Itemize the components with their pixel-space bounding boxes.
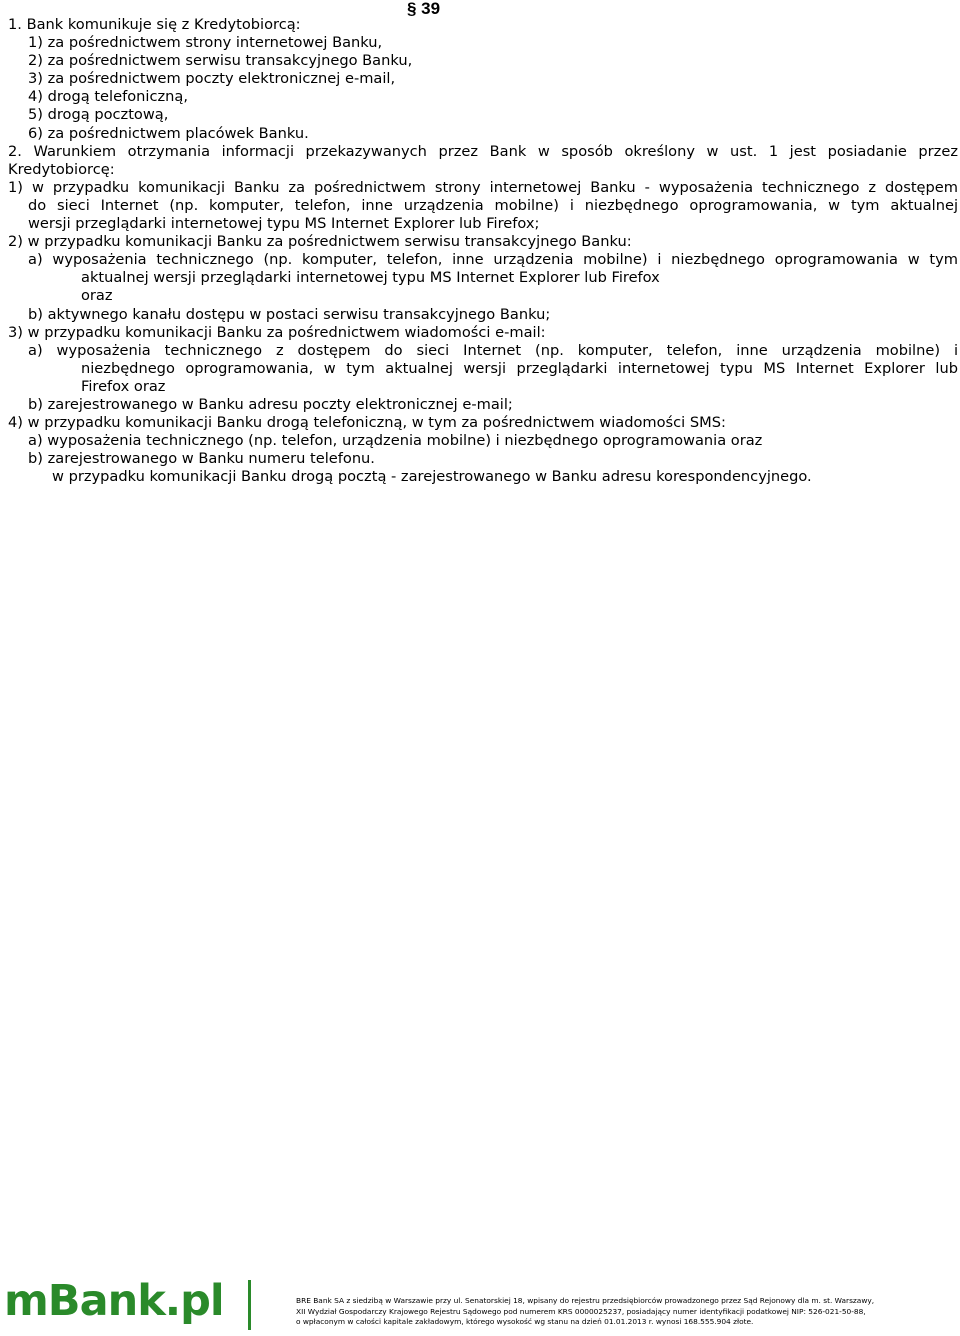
list-item: 1) w przypadku komunikacji Banku za pośrednictwem strony internetowej Banku - wyposażenia technicznego z dostępem (8, 178, 958, 196)
point-2-heading: 2. Warunkiem otrzymania informacji przekazywanych przez Bank w sposób określony w ust. 1 jest posiadanie przez (8, 142, 958, 160)
document-body (8, 16, 958, 486)
point-1-heading: 1. Bank komunikuje się z Kredytobiorcą: (8, 16, 301, 33)
sub-list-item: b) zarejestrowanego w Banku numeru telefonu. (28, 450, 375, 468)
footer-line: o wpłaconym w całości kapitale zakładowym, którego wysokość wg stanu na dzień 01.01.2013 r. wynosi 168.555.904 złote. (296, 1317, 754, 1326)
sub-list-item: b) aktywnego kanału dostępu w postaci serwisu transakcyjnego Banku; (28, 305, 551, 323)
paragraph-line: w przypadku komunikacji Banku drogą pocztą - zarejestrowanego w Banku adresu korespondencyjnego. (52, 468, 812, 486)
logo-divider (248, 1280, 251, 1330)
list-item: 2) za pośrednictwem serwisu transakcyjnego Banku, (28, 52, 413, 70)
list-item: 6) za pośrednictwem placówek Banku. (28, 124, 309, 142)
paragraph-line: Firefox oraz (81, 377, 166, 395)
list-item: 3) w przypadku komunikacji Banku za pośrednictwem wiadomości e-mail: (8, 323, 546, 341)
list-item: 2) w przypadku komunikacji Banku za pośrednictwem serwisu transakcyjnego Banku: (8, 233, 632, 251)
list-item: 4) drogą telefoniczną, (28, 88, 188, 106)
list-item: 4) w przypadku komunikacji Banku drogą telefoniczną, w tym za pośrednictwem wiadomości SMS: (8, 414, 726, 432)
footer-legal-text (296, 1296, 956, 1328)
footer-line: XII Wydział Gospodarczy Krajowego Rejestru Sądowego pod numerem KRS 0000025237, posiadający numer identyfikacji podatkowej NIP: 526-021-50-88, (296, 1306, 866, 1316)
paragraph-line: do sieci Internet (np. komputer, telefon, inne urządzenia mobilne) i niezbędnego oprogramowania, w tym aktualnej (28, 196, 958, 214)
list-item: 3) za pośrednictwem poczty elektronicznej e-mail, (28, 70, 396, 88)
sub-list-item: b) zarejestrowanego w Banku adresu poczty elektronicznej e-mail; (28, 395, 513, 413)
sub-list-item: a) wyposażenia technicznego (np. telefon, urządzenia mobilne) i niezbędnego oprogramowania oraz (28, 432, 763, 450)
paragraph-line: aktualnej wersji przeglądarki internetowej typu MS Internet Explorer lub Firefox (81, 269, 660, 287)
paragraph-line: Kredytobiorcę: (8, 160, 115, 178)
list-item: 1) za pośrednictwem strony internetowej Banku, (28, 34, 383, 52)
sub-list-item: a) wyposażenia technicznego (np. komputer, telefon, inne urządzenia mobilne) i niezbędnego oprogramowania w tym (28, 251, 958, 269)
list-item: 5) drogą pocztową, (28, 106, 169, 124)
section-number: § 39 (407, 0, 441, 18)
paragraph-line: wersji przeglądarki internetowej typu MS Internet Explorer lub Firefox; (28, 215, 540, 233)
sub-list-item: a) wyposażenia technicznego z dostępem do sieci Internet (np. komputer, telefon, inne urządzenia mobilne) i (28, 341, 958, 359)
paragraph-line: oraz (81, 287, 113, 305)
footer-line: BRE Bank SA z siedzibą w Warszawie przy ul. Senatorskiej 18, wpisany do rejestru przedsiębiorców prowadzonego przez Sąd Rejonowy dla m. st. Warszawy, (296, 1296, 875, 1305)
mbank-logo: mBank.pl (4, 1276, 224, 1326)
paragraph-line: niezbędnego oprogramowania, w tym aktualnej wersji przeglądarki internetowej typu MS Internet Explorer lub (81, 359, 958, 377)
